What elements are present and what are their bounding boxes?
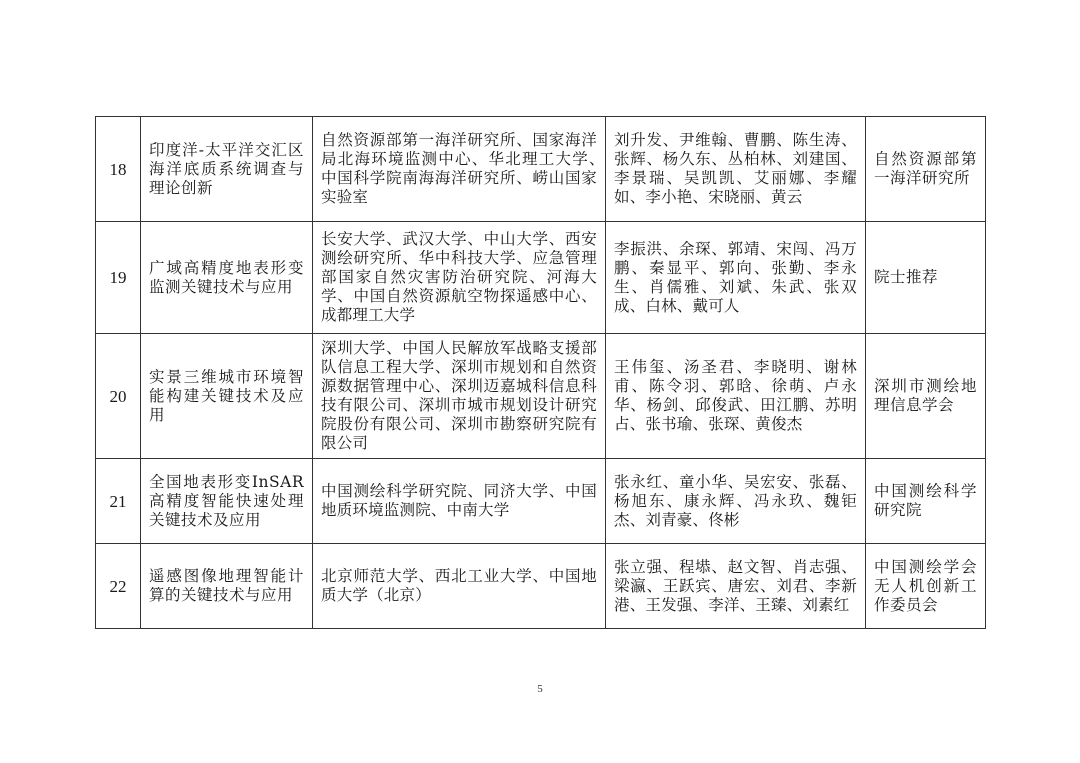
completing-people: 张永红、童小华、吴宏安、张磊、杨旭东、康永辉、冯永玖、魏钜杰、刘青豪、佟彬 <box>606 459 866 544</box>
table-row <box>96 117 986 222</box>
nominator: 中国测绘科学研究院 <box>866 459 986 544</box>
completing-units: 中国测绘科学研究院、同济大学、中国地质环境监测院、中南大学 <box>313 459 606 544</box>
project-name: 遥感图像地理智能计算的关键技术与应用 <box>141 544 313 629</box>
completing-people: 王伟玺、汤圣君、李晓明、谢林甫、陈令羽、郭晗、徐萌、卢永华、杨剑、邱俊武、田江鹏、苏明占、张书瑜、张琛、黄俊杰 <box>606 334 866 459</box>
row-number: 19 <box>96 222 141 334</box>
awards-table <box>95 116 986 629</box>
page-number: 5 <box>537 683 543 695</box>
nominator: 中国测绘学会无人机创新工作委员会 <box>866 544 986 629</box>
row-number: 18 <box>96 117 141 222</box>
row-number: 22 <box>96 544 141 629</box>
project-name: 广域高精度地表形变监测关键技术与应用 <box>141 222 313 334</box>
project-name: 全国地表形变InSAR高精度智能快速处理关键技术及应用 <box>141 459 313 544</box>
completing-people: 李振洪、余琛、郭靖、宋闯、冯万鹏、秦显平、郭向、张勤、李永生、肖儒雅、刘斌、朱武、张双成、白林、戴可人 <box>606 222 866 334</box>
table-row <box>96 334 986 459</box>
table-row <box>96 544 986 629</box>
nominator: 院士推荐 <box>866 222 986 334</box>
completing-people: 张立强、程塨、赵文智、肖志强、梁瀛、王跃宾、唐宏、刘君、李新港、王发强、李洋、王臻、刘素红 <box>606 544 866 629</box>
completing-units: 北京师范大学、西北工业大学、中国地质大学（北京） <box>313 544 606 629</box>
table-row <box>96 459 986 544</box>
table-row <box>96 222 986 334</box>
project-name: 实景三维城市环境智能构建关键技术及应用 <box>141 334 313 459</box>
row-number: 21 <box>96 459 141 544</box>
completing-people: 刘升发、尹维翰、曹鹏、陈生涛、张辉、杨久东、丛柏林、刘建国、李景瑞、吴凯凯、艾丽娜、李耀如、李小艳、宋晓丽、黄云 <box>606 117 866 222</box>
row-number: 20 <box>96 334 141 459</box>
project-name: 印度洋-太平洋交汇区海洋底质系统调查与理论创新 <box>141 117 313 222</box>
completing-units: 深圳大学、中国人民解放军战略支援部队信息工程大学、深圳市规划和自然资源数据管理中心、深圳迈嘉城科信息科技有限公司、深圳市城市规划设计研究院股份有限公司、深圳市勘察研究院有限公司 <box>313 334 606 459</box>
nominator: 深圳市测绘地理信息学会 <box>866 334 986 459</box>
completing-units: 自然资源部第一海洋研究所、国家海洋局北海环境监测中心、华北理工大学、 中国科学院南海海洋研究所、崂山国家实验室 <box>313 117 606 222</box>
completing-units: 长安大学、武汉大学、中山大学、西安测绘研究所、华中科技大学、应急管理部国家自然灾害防治研究院、河海大学、中国自然资源航空物探遥感中心、成都理工大学 <box>313 222 606 334</box>
nominator: 自然资源部第一海洋研究所 <box>866 117 986 222</box>
